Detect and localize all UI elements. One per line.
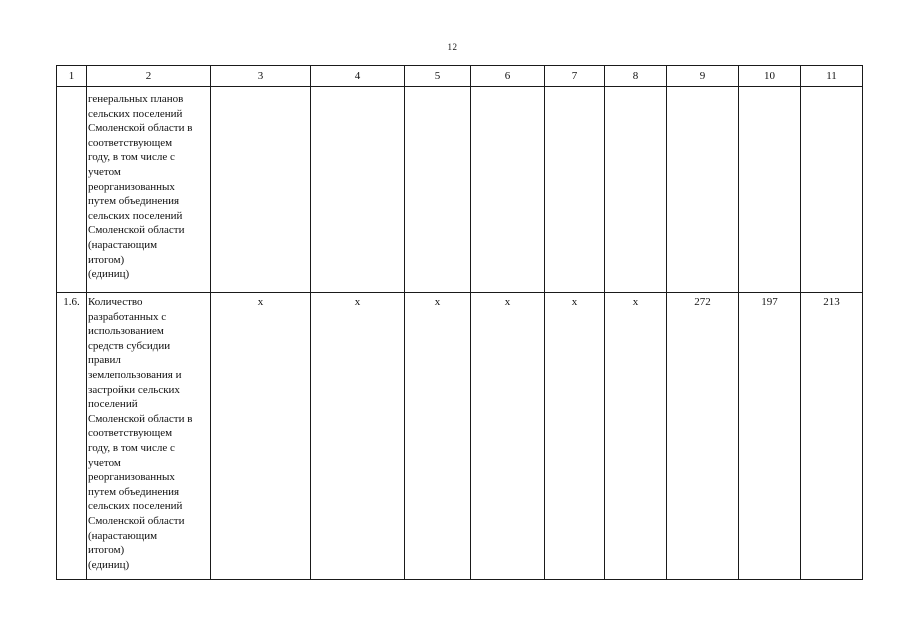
value-cell: x bbox=[311, 293, 405, 580]
value-cell bbox=[801, 87, 863, 293]
text-line: разработанных с bbox=[88, 310, 167, 323]
column-header: 10 bbox=[739, 66, 801, 87]
text-line: землепользования и bbox=[88, 368, 182, 381]
value-cell bbox=[605, 87, 667, 293]
text-line: средств субсидии bbox=[88, 339, 171, 352]
text-line: правил bbox=[88, 354, 121, 367]
value-cell bbox=[405, 87, 471, 293]
text-line: Смоленской области bbox=[88, 514, 185, 527]
page-number: 12 bbox=[447, 42, 458, 52]
text-line: учетом bbox=[88, 165, 121, 178]
row-number-cell bbox=[57, 87, 87, 293]
text-line: (единиц) bbox=[88, 268, 130, 281]
text-line: путем объединения bbox=[88, 485, 180, 498]
text-line: сельских поселений bbox=[88, 500, 183, 513]
text-line: реорганизованных bbox=[88, 180, 175, 193]
text-line: реорганизованных bbox=[88, 471, 175, 484]
text-line: Смоленской области в bbox=[88, 412, 193, 425]
text-line: Смоленской области в bbox=[88, 122, 193, 135]
text-line: (нарастающим bbox=[88, 238, 158, 251]
text-line: соответствующем bbox=[88, 427, 173, 440]
value-cell bbox=[739, 87, 801, 293]
indicator-text-cell bbox=[87, 87, 211, 293]
value-cell: x bbox=[405, 293, 471, 580]
table-header-row bbox=[57, 66, 863, 87]
text-line: (единиц) bbox=[88, 558, 130, 571]
text-line: Количество bbox=[88, 296, 143, 308]
row-number-cell: 1.6. bbox=[57, 293, 87, 580]
text-line: соответствующем bbox=[88, 136, 173, 149]
text-line: поселений bbox=[88, 398, 138, 411]
column-header: 9 bbox=[667, 66, 739, 87]
value-cell: x bbox=[211, 293, 311, 580]
indicator-table bbox=[56, 65, 863, 580]
text-line: году, в том числе с bbox=[88, 151, 175, 164]
value-cell: x bbox=[605, 293, 667, 580]
text-line: использованием bbox=[88, 325, 164, 338]
value-cell: x bbox=[471, 293, 545, 580]
value-cell bbox=[545, 87, 605, 293]
text-line: сельских поселений bbox=[88, 209, 183, 222]
text-line: Смоленской области bbox=[88, 224, 185, 237]
column-header: 4 bbox=[311, 66, 405, 87]
table-row bbox=[57, 87, 863, 293]
value-cell bbox=[471, 87, 545, 293]
column-header: 11 bbox=[801, 66, 863, 87]
value-cell bbox=[311, 87, 405, 293]
table-row bbox=[57, 293, 863, 580]
text-line: итогом) bbox=[88, 544, 125, 557]
indicator-text-cell bbox=[87, 293, 211, 580]
text-line: году, в том числе с bbox=[88, 441, 175, 454]
value-cell: x bbox=[545, 293, 605, 580]
column-header: 3 bbox=[211, 66, 311, 87]
text-line: застройки сельских bbox=[88, 383, 180, 396]
column-header: 7 bbox=[545, 66, 605, 87]
column-header: 6 bbox=[471, 66, 545, 87]
text-line: сельских поселений bbox=[88, 107, 183, 120]
text-line: итогом) bbox=[88, 253, 125, 266]
value-cell bbox=[667, 87, 739, 293]
text-line: учетом bbox=[88, 456, 121, 469]
text-line: генеральных планов bbox=[88, 93, 184, 105]
column-header: 8 bbox=[605, 66, 667, 87]
value-cell: 197 bbox=[739, 293, 801, 580]
value-cell bbox=[211, 87, 311, 293]
value-cell: 272 bbox=[667, 293, 739, 580]
column-header: 1 bbox=[57, 66, 87, 87]
value-cell: 213 bbox=[801, 293, 863, 580]
column-header: 5 bbox=[405, 66, 471, 87]
column-header: 2 bbox=[87, 66, 211, 87]
text-line: путем объединения bbox=[88, 195, 180, 208]
text-line: (нарастающим bbox=[88, 529, 158, 542]
